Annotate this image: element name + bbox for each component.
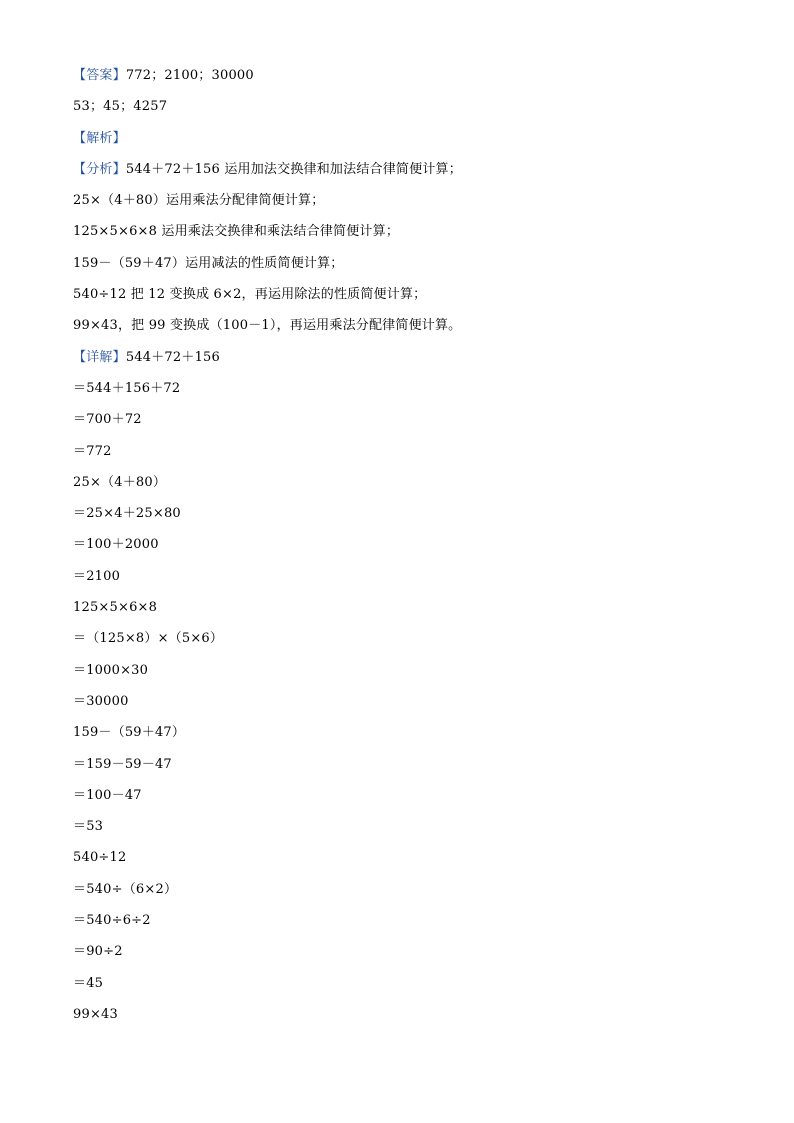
answer-line-2: 53；45；4257	[73, 99, 168, 115]
detail-line-2: ＝544＋156＋72	[73, 380, 181, 396]
fenxi-text: 544＋72＋156 运用加法交换律和加法结合律简便计算；	[125, 161, 462, 177]
detail-line-15: ＝100－47	[73, 787, 142, 803]
detail-line-21: ＝45	[73, 975, 104, 991]
detail-line-10: ＝（125×8）×（5×6）	[73, 631, 224, 647]
fenxi-line-1	[73, 160, 754, 191]
detail-line-12: ＝30000	[73, 693, 129, 709]
detail-line-4: ＝772	[73, 443, 112, 459]
answer-values: 772；2100；30000	[125, 68, 254, 83]
detail-line-16: ＝53	[73, 819, 104, 835]
detail-line-14: ＝159－59－47	[73, 756, 172, 772]
detail-line-5: 25×（4＋80）	[73, 474, 167, 490]
detail-line-3: ＝700＋72	[73, 412, 142, 428]
detail-line-8: ＝2100	[73, 568, 121, 584]
analysis-tag: 【解析】	[73, 130, 126, 146]
detail-line-18: ＝540÷（6×2）	[73, 881, 178, 897]
fenxi-line-6: 99×43，把 99 变换成（100－1），再运用乘法分配律简便计算。	[73, 318, 462, 334]
fenxi-line-2: 25×（4＋80）运用乘法分配律简便计算；	[73, 193, 325, 209]
answer-line-1	[73, 66, 754, 97]
fenxi-line-4: 159－（59＋47）运用减法的性质简便计算；	[73, 255, 344, 271]
detail-line-11: ＝1000×30	[73, 662, 149, 678]
detail-line-22: 99×43	[73, 1006, 118, 1022]
detail-line-17: 540÷12	[73, 850, 127, 866]
detail-line-13: 159－（59＋47）	[73, 725, 186, 741]
detail-text: 544＋72＋156	[125, 349, 220, 365]
analysis-heading	[73, 129, 754, 160]
answer-tag: 【答案】	[73, 68, 126, 83]
detail-line-20: ＝90÷2	[73, 944, 123, 960]
detail-line-9: 125×5×6×8	[73, 600, 158, 616]
detail-tag: 【详解】	[73, 349, 126, 365]
fenxi-line-5: 540÷12 把 12 变换成 6×2，再运用除法的性质简便计算；	[73, 287, 427, 303]
fenxi-line-3: 125×5×6×8 运用乘法交换律和乘法结合律简便计算；	[73, 224, 400, 240]
detail-line-1	[73, 348, 754, 379]
detail-line-19: ＝540÷6÷2	[73, 913, 151, 929]
detail-line-7: ＝100＋2000	[73, 537, 159, 553]
fenxi-tag: 【分析】	[73, 161, 126, 177]
detail-line-6: ＝25×4＋25×80	[73, 506, 181, 522]
